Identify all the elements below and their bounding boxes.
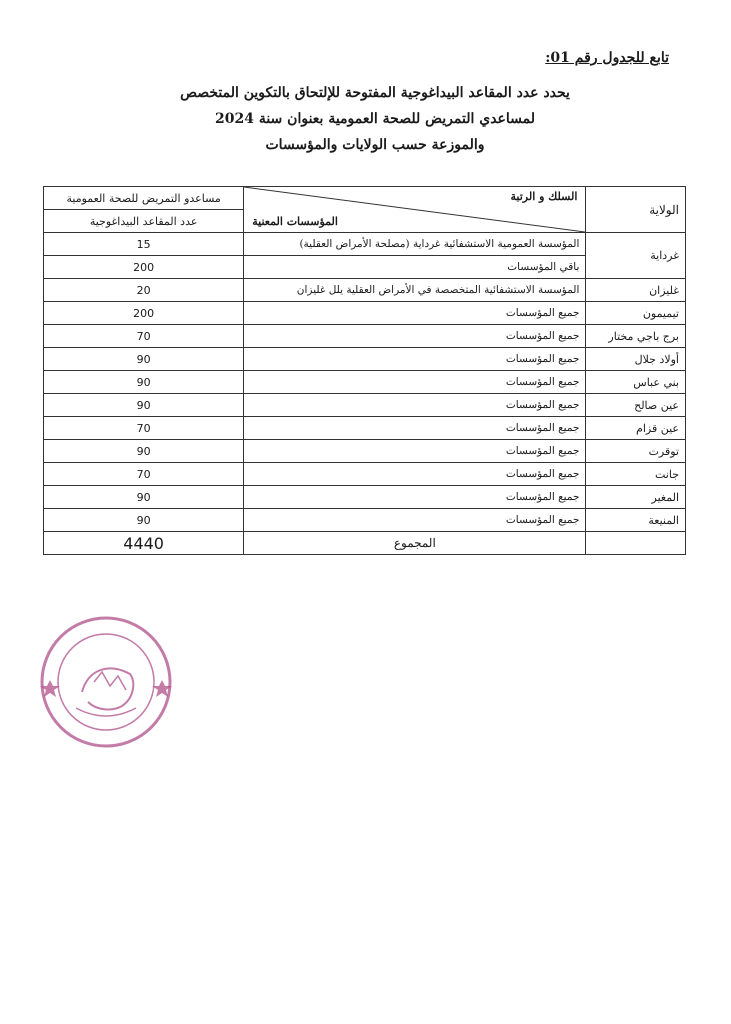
table-row xyxy=(44,348,686,371)
table-row xyxy=(44,371,686,394)
total-value: 4440 xyxy=(44,532,244,555)
table-row xyxy=(44,233,686,256)
document-title xyxy=(150,80,600,158)
row-wilaya: بني عباس xyxy=(586,371,686,394)
row-seats: 20 xyxy=(44,279,244,302)
row-institution: المؤسسة الاستشفائية المتخصصة في الأمراض العقلية يلل غليزان xyxy=(244,279,586,302)
row-institution: جميع المؤسسات xyxy=(244,440,586,463)
row-institution: باقي المؤسسات xyxy=(244,256,586,279)
table-row xyxy=(44,463,686,486)
table-row xyxy=(44,302,686,325)
row-institution: جميع المؤسسات xyxy=(244,325,586,348)
header-institutions: المؤسسات المعنية xyxy=(252,215,338,228)
row-wilaya: جانت xyxy=(586,463,686,486)
header-category: مساعدو التمريض للصحة العمومية xyxy=(44,187,244,210)
title-line-3: والموزعة حسب الولايات والمؤسسات xyxy=(265,137,485,153)
table-row xyxy=(44,417,686,440)
row-wilaya: غرداية xyxy=(586,233,686,279)
row-seats: 90 xyxy=(44,509,244,532)
row-seats: 90 xyxy=(44,394,244,417)
row-seats: 200 xyxy=(44,302,244,325)
row-seats: 90 xyxy=(44,371,244,394)
total-label: المجموع xyxy=(244,532,586,555)
row-institution: جميع المؤسسات xyxy=(244,463,586,486)
table-row xyxy=(44,279,686,302)
document-reference: تابع للجدول رقم 01: xyxy=(545,50,669,66)
row-institution: جميع المؤسسات xyxy=(244,348,586,371)
row-institution: جميع المؤسسات xyxy=(244,486,586,509)
row-wilaya: برج باجي مختار xyxy=(586,325,686,348)
row-wilaya: عين قزام xyxy=(586,417,686,440)
row-institution: جميع المؤسسات xyxy=(244,417,586,440)
table-row xyxy=(44,325,686,348)
header-corps-rank: السلك و الرتبة xyxy=(510,190,578,203)
row-institution: المؤسسة العمومية الاستشفائية غرداية (مصلحة الأمراض العقلية) xyxy=(244,233,586,256)
row-seats: 70 xyxy=(44,417,244,440)
row-seats: 15 xyxy=(44,233,244,256)
table-total-row xyxy=(44,532,686,555)
official-stamp xyxy=(36,612,176,752)
header-wilaya: الولاية xyxy=(586,187,686,233)
row-wilaya: المنيعة xyxy=(586,509,686,532)
row-seats: 90 xyxy=(44,348,244,371)
row-institution: جميع المؤسسات xyxy=(244,302,586,325)
row-wilaya: المغير xyxy=(586,486,686,509)
row-seats: 70 xyxy=(44,463,244,486)
header-seats: عدد المقاعد البيداغوجية xyxy=(44,210,244,233)
row-wilaya: غليزان xyxy=(586,279,686,302)
row-wilaya: أولاد جلال xyxy=(586,348,686,371)
table-row xyxy=(44,440,686,463)
row-wilaya: عين صالح xyxy=(586,394,686,417)
row-seats: 200 xyxy=(44,256,244,279)
table-row xyxy=(44,486,686,509)
table-row xyxy=(44,394,686,417)
row-institution: جميع المؤسسات xyxy=(244,371,586,394)
row-wilaya: تيميمون xyxy=(586,302,686,325)
row-wilaya: توقرت xyxy=(586,440,686,463)
title-line-2: لمساعدي التمريض للصحة العمومية بعنوان سنة 2024 xyxy=(214,111,536,127)
row-institution: جميع المؤسسات xyxy=(244,394,586,417)
total-empty-cell xyxy=(586,532,686,555)
title-line-1: يحدد عدد المقاعد البيداغوجية المفتوحة للإلتحاق بالتكوين المتخصص xyxy=(180,85,570,101)
table-row xyxy=(44,509,686,532)
table-header-row xyxy=(44,187,686,210)
row-seats: 90 xyxy=(44,440,244,463)
seats-table xyxy=(43,186,686,555)
header-corps-institutions xyxy=(244,187,586,233)
row-seats: 70 xyxy=(44,325,244,348)
row-seats: 90 xyxy=(44,486,244,509)
row-institution: جميع المؤسسات xyxy=(244,509,586,532)
